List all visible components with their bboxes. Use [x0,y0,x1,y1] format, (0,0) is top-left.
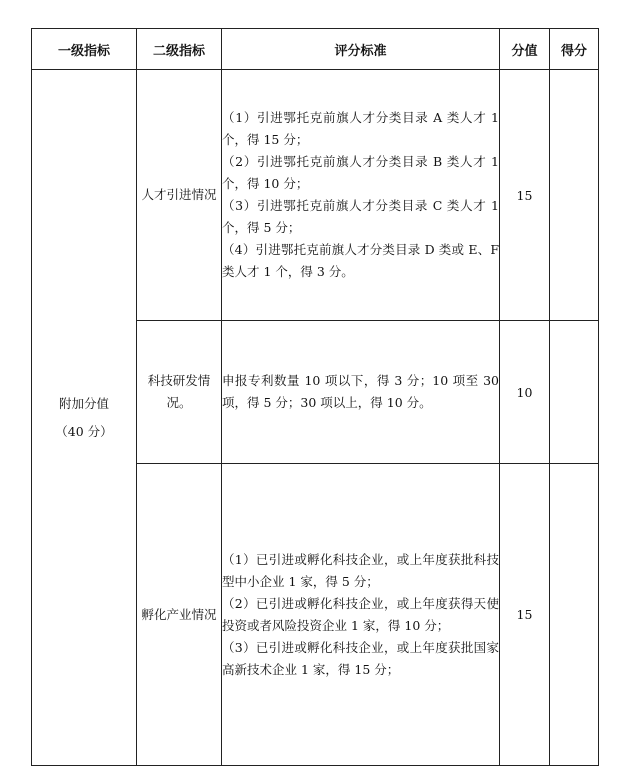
table-row [32,70,599,321]
header-row [32,29,599,70]
criteria-item: （4）引进鄂托克前旗人才分类目录 D 类或 E、F 类人才 1 个，得 3 分。 [222,242,499,279]
criteria-cell [222,321,500,464]
points-cell: 15 [500,70,550,321]
criteria-item: （1）已引进或孵化科技企业，或上年度获批科技型中小企业 1 家，得 5 分； [222,551,499,589]
criteria-cell [222,464,500,766]
criteria-item: （3）已引进或孵化科技企业，或上年度获批国家高新技术企业 1 家，得 15 分； [222,639,499,677]
group-name: 附加分值 [58,395,109,411]
header-criteria: 评分标准 [222,29,500,70]
score-cell[interactable] [550,464,599,766]
level2-cell: 孵化产业情况 [137,464,222,766]
header-score: 得分 [550,29,599,70]
header-level1: 一级指标 [32,29,137,70]
level2-cell: 科技研发情况。 [137,321,222,464]
criteria-item: （1）引进鄂托克前旗人才分类目录 A 类人才 1 个，得 15 分； [222,110,499,147]
criteria-cell [222,70,500,321]
criteria-item: 申报专利数量 10 项以下，得 3 分；10 项至 30 项，得 5 分；30 项以上，得 10 分。 [222,373,499,410]
header-points: 分值 [500,29,550,70]
points-cell: 10 [500,321,550,464]
scoring-table [31,28,599,766]
score-cell[interactable] [550,321,599,464]
header-level2: 二级指标 [137,29,222,70]
criteria-item: （3）引进鄂托克前旗人才分类目录 C 类人才 1 个，得 5 分； [222,198,499,235]
group-total: （40 分） [55,423,113,439]
criteria-item: （2）引进鄂托克前旗人才分类目录 B 类人才 1 个，得 10 分； [222,154,499,191]
criteria-item: （2）已引进或孵化科技企业，或上年度获得天使投资或者风险投资企业 1 家，得 10 分； [222,595,499,633]
level1-cell [32,70,137,766]
points-cell: 15 [500,464,550,766]
score-cell[interactable] [550,70,599,321]
level2-cell: 人才引进情况 [137,70,222,321]
